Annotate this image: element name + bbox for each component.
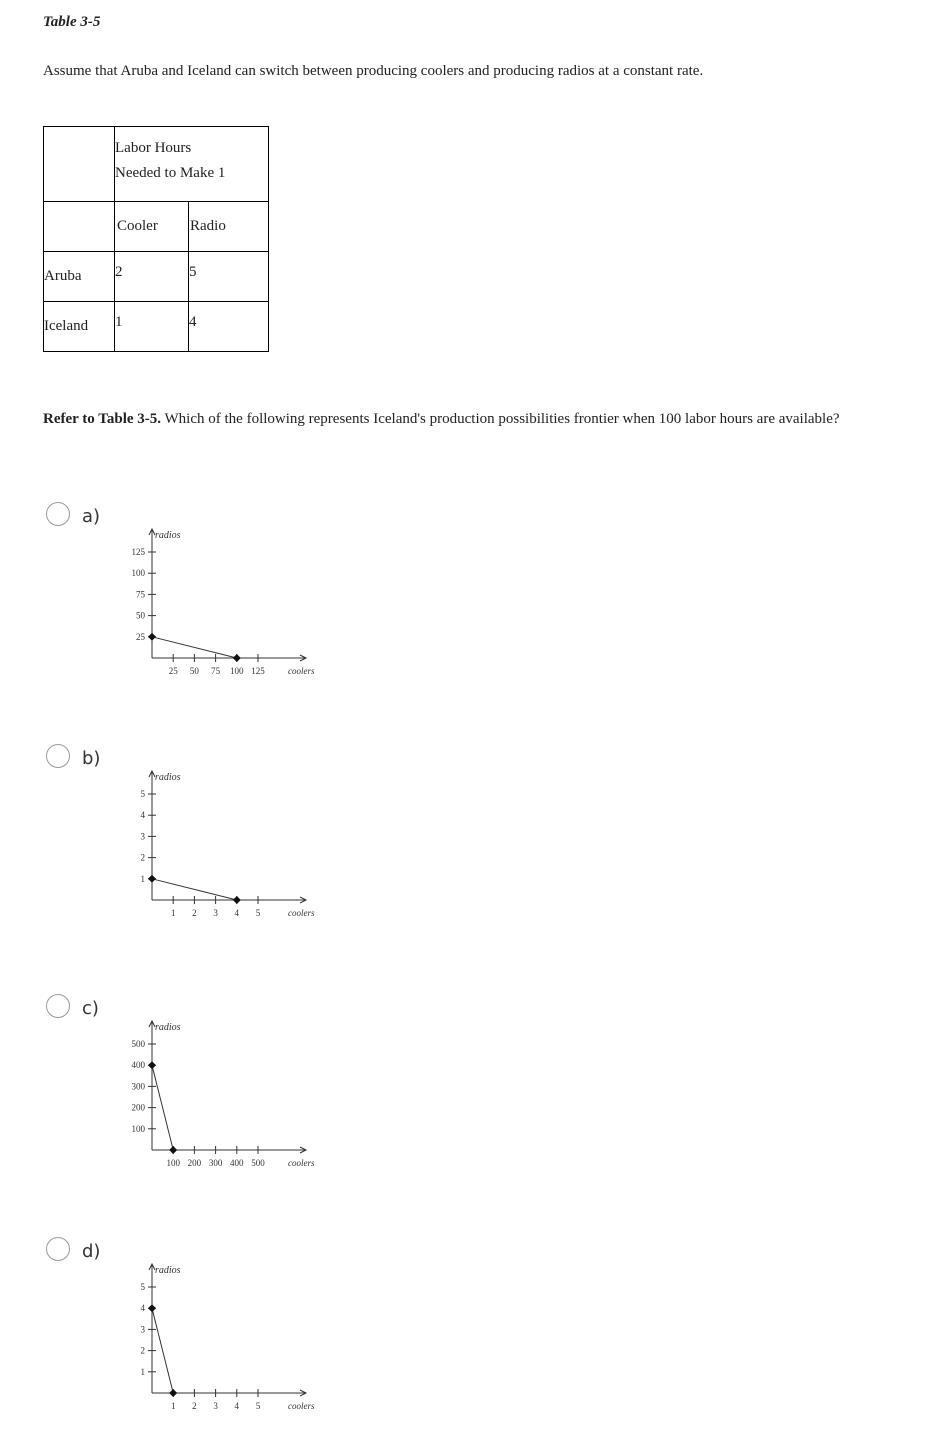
x-tick-label: 75: [211, 666, 221, 676]
ppf-point-radios: [148, 875, 156, 883]
y-tick-label: 3: [140, 1324, 145, 1335]
y-tick-label: 300: [131, 1081, 145, 1092]
radio-button-a[interactable]: [46, 502, 70, 526]
x-tick-label: 5: [255, 908, 261, 918]
x-tick-label: 100: [230, 666, 244, 676]
row-cooler: 2: [115, 252, 189, 302]
intro-text: Assume that Aruba and Iceland can switch between producing coolers and producing radios at a constant rate.: [43, 63, 704, 79]
x-tick-label: 300: [208, 1158, 223, 1168]
option-c[interactable]: [46, 994, 346, 1204]
x-tick-label: 50: [189, 666, 199, 676]
x-axis-label: coolers: [288, 666, 315, 676]
ppf-graph-a: [114, 518, 324, 703]
ppf-point-coolers: [169, 1146, 177, 1154]
x-tick-label: 3: [213, 1401, 218, 1411]
y-tick-label: 200: [131, 1102, 145, 1113]
x-tick-label: 5: [255, 1401, 261, 1411]
x-tick-label: 100: [166, 1158, 180, 1168]
question-body: Which of the following represents Iceland's production possibilities frontier when 100 labor hours are available?: [161, 411, 840, 427]
y-axis-label: radios: [155, 530, 181, 541]
y-tick-label: 1: [140, 1366, 145, 1377]
y-tick-label: 50: [136, 610, 145, 621]
option-b[interactable]: [46, 744, 346, 954]
option-label-d: d): [82, 1241, 101, 1262]
y-axis-label: radios: [155, 1022, 181, 1033]
row-radio: 5: [189, 252, 269, 302]
x-tick-label: 125: [251, 666, 265, 676]
y-axis-label: radios: [155, 772, 181, 783]
table-title: Table 3-5: [43, 14, 101, 30]
table-row: [44, 302, 269, 352]
col-cooler-header: Cooler: [115, 202, 189, 252]
x-tick-label: 400: [230, 1158, 244, 1168]
table-header-cell: [115, 127, 269, 202]
header-line1: Labor Hours: [115, 140, 192, 156]
ppf-point-coolers: [169, 1389, 177, 1397]
y-tick-label: 5: [140, 1282, 145, 1292]
ppf-point-coolers: [233, 896, 241, 904]
y-tick-label: 125: [131, 547, 145, 557]
option-a[interactable]: [46, 502, 346, 712]
row-cooler: 1: [115, 302, 189, 352]
ppf-graph-c: [114, 1010, 324, 1195]
y-tick-label: 1: [140, 873, 145, 884]
row-country: Iceland: [44, 302, 115, 352]
labor-hours-table: [43, 126, 269, 352]
table-corner-cell-2: [44, 202, 115, 252]
x-tick-label: 1: [170, 908, 176, 918]
x-tick-label: 3: [213, 908, 218, 918]
y-tick-label: 2: [140, 1345, 145, 1356]
option-d[interactable]: [46, 1237, 346, 1447]
y-tick-label: 2: [140, 852, 145, 863]
row-country: Aruba: [44, 252, 115, 302]
y-tick-label: 75: [136, 589, 145, 600]
x-axis-label: coolers: [288, 1158, 315, 1168]
x-tick-label: 2: [192, 1401, 197, 1411]
x-tick-label: 4: [234, 1401, 240, 1411]
option-label-a: a): [82, 506, 101, 527]
x-axis-label: coolers: [288, 1401, 315, 1411]
x-tick-label: 2: [192, 908, 197, 918]
table-row: [44, 252, 269, 302]
header-line2: Needed to Make 1: [115, 165, 226, 181]
y-tick-label: 25: [136, 631, 145, 642]
x-tick-label: 4: [234, 908, 240, 918]
radio-button-b[interactable]: [46, 744, 70, 768]
question-text: [43, 407, 873, 431]
x-tick-label: 200: [187, 1158, 202, 1168]
y-tick-label: 100: [131, 568, 145, 579]
ppf-point-radios: [148, 633, 156, 641]
ppf-graph-b: [114, 760, 324, 945]
x-axis-label: coolers: [288, 908, 315, 918]
x-tick-label: 500: [251, 1158, 265, 1168]
col-radio-header: Radio: [189, 202, 269, 252]
y-tick-label: 3: [140, 831, 145, 842]
radio-button-d[interactable]: [46, 1237, 70, 1261]
y-tick-label: 4: [140, 1303, 145, 1314]
y-tick-label: 500: [131, 1039, 145, 1049]
y-tick-label: 100: [131, 1123, 145, 1134]
table-corner-cell: [44, 127, 115, 202]
radio-button-c[interactable]: [46, 994, 70, 1018]
option-label-c: c): [82, 998, 99, 1019]
y-tick-label: 5: [140, 789, 145, 799]
ppf-point-radios: [148, 1061, 156, 1069]
y-tick-label: 4: [140, 810, 145, 821]
row-radio: 4: [189, 302, 269, 352]
x-tick-label: 25: [168, 666, 178, 676]
ppf-point-coolers: [233, 654, 241, 662]
ppf-graph-d: [114, 1253, 324, 1438]
y-axis-label: radios: [155, 1265, 181, 1276]
question-ref: Refer to Table 3-5.: [43, 411, 162, 427]
option-label-b: b): [82, 748, 101, 769]
y-tick-label: 400: [131, 1060, 145, 1071]
x-tick-label: 1: [170, 1401, 176, 1411]
ppf-point-radios: [148, 1304, 156, 1312]
